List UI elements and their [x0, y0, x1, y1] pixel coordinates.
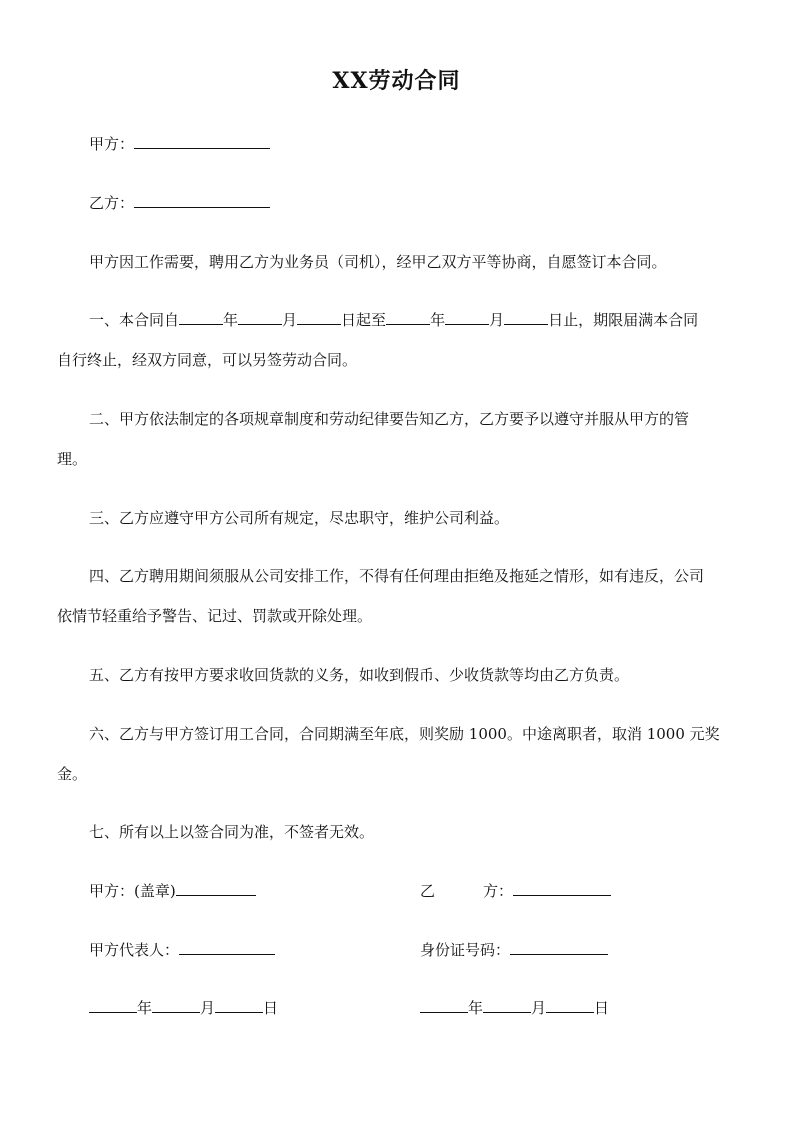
document-title: XX劳动合同	[332, 68, 461, 94]
clause-2-line-1: 二、甲方依法制定的各项规章制度和劳动纪律要告知乙方，乙方要予以遵守并服从甲方的管	[89, 410, 690, 428]
clause-1-year: 年	[223, 311, 239, 329]
party-b-date-line	[420, 997, 609, 1018]
party-b-blank	[134, 193, 270, 208]
party-a-year-label: 年	[137, 999, 153, 1017]
party-a-month-label: 月	[200, 999, 216, 1017]
party-b-year-blank	[420, 998, 468, 1013]
id-number-line	[420, 939, 608, 960]
clause-1-month: 月	[282, 311, 298, 329]
party-b-year-label: 年	[468, 999, 484, 1017]
representative-line	[89, 939, 275, 960]
party-a-year-blank	[89, 998, 137, 1013]
party-b-sign-char1: 乙	[420, 882, 436, 900]
clause-7: 七、所有以上以签合同为准，不签者无效。	[89, 823, 375, 841]
end-year-blank	[386, 310, 430, 325]
clause-1-start: 一、本合同自	[89, 311, 180, 329]
start-year-blank	[179, 310, 223, 325]
party-a-day-blank	[215, 998, 263, 1013]
party-b-line	[89, 192, 270, 213]
party-b-month-blank	[483, 998, 531, 1013]
party-a-seal-blank	[176, 881, 256, 896]
clause-6-line-2: 金。	[57, 765, 88, 783]
representative-blank	[179, 940, 275, 955]
party-b-label: 乙方：	[89, 194, 135, 212]
party-a-seal-label: 甲方：(盖章)	[89, 882, 176, 900]
party-a-seal-line	[89, 880, 256, 901]
end-month-blank	[445, 310, 489, 325]
clause-4-line-2: 依情节轻重给予警告、记过、罚款或开除处理。	[57, 607, 373, 625]
party-a-label: 甲方：	[89, 135, 135, 153]
party-a-date-line	[89, 997, 278, 1018]
party-b-sign-blank	[513, 881, 611, 896]
party-a-blank	[134, 134, 270, 149]
party-a-day-label: 日	[263, 999, 279, 1017]
party-b-day-blank	[546, 998, 594, 1013]
end-day-blank	[504, 310, 548, 325]
clause-6-line-1: 六、乙方与甲方签订用工合同，合同期满至年底，则奖励 1000。中途离职者，取消 1000 元奖	[89, 725, 720, 743]
id-number-blank	[510, 940, 608, 955]
clause-1-month-2: 月	[489, 311, 505, 329]
clause-5: 五、乙方有按甲方要求收回货款的义务，如收到假币、少收货款等均由乙方负责。	[89, 666, 630, 684]
clause-1-to-end: 日止，期限届满本合同	[548, 311, 699, 329]
clause-1-line-1	[89, 309, 698, 330]
representative-label: 甲方代表人：	[89, 941, 180, 959]
clause-4-line-1: 四、乙方聘用期间须服从公司安排工作，不得有任何理由拒绝及拖延之情形，如有违反，公司	[89, 567, 705, 585]
intro-paragraph: 甲方因工作需要，聘用乙方为业务员（司机），经甲乙双方平等协商，自愿签订本合同。	[89, 253, 667, 271]
party-a-month-blank	[152, 998, 200, 1013]
party-b-sign-line	[420, 880, 611, 901]
party-b-sign-char2: 方：	[483, 882, 514, 900]
start-month-blank	[238, 310, 282, 325]
clause-3: 三、乙方应遵守甲方公司所有规定，尽忠职守，维护公司利益。	[89, 509, 510, 527]
start-day-blank	[297, 310, 341, 325]
clause-1-from: 日起至	[341, 311, 387, 329]
party-b-month-label: 月	[531, 999, 547, 1017]
party-b-day-label: 日	[594, 999, 610, 1017]
clause-1-year-2: 年	[430, 311, 446, 329]
id-number-label: 身份证号码：	[420, 941, 511, 959]
clause-2-line-2: 理。	[57, 450, 88, 468]
party-a-line	[89, 133, 270, 154]
clause-1-line-2: 自行终止，经双方同意，可以另签劳动合同。	[57, 351, 358, 369]
